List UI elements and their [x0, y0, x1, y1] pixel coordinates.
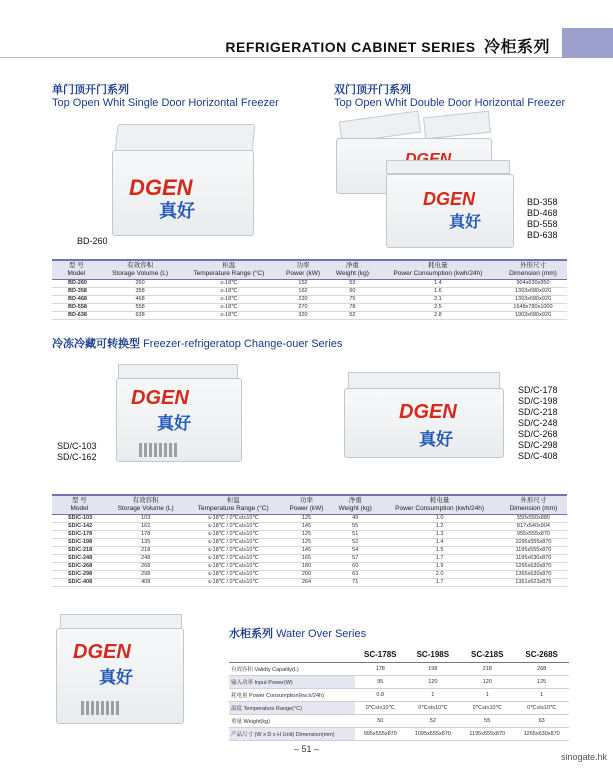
- table-row: [52, 547, 567, 555]
- table-cell: 63: [514, 714, 569, 727]
- section4-title-cn: 水柜系列: [229, 628, 273, 640]
- table-cell: 1393x680x920: [499, 288, 567, 296]
- table-cell: 264: [282, 579, 331, 587]
- table-cell: SD/C-248: [52, 555, 107, 563]
- table-cell: 52: [328, 312, 377, 320]
- table-cell: 1.5: [379, 547, 500, 555]
- vent-grille: [139, 443, 177, 457]
- table-cell: 1903x680x920: [499, 312, 567, 320]
- table-cell: ≤-18℃: [180, 304, 279, 312]
- section3-title-en: Freezer-refrigeratop Change-ouer Series: [143, 338, 343, 350]
- table-header-cell: 柜温 Temperature Range (°C): [180, 260, 279, 280]
- table-cell: 468: [101, 296, 180, 304]
- table-cell: 2.8: [377, 312, 499, 320]
- table-cell: 71: [331, 579, 379, 587]
- table-cell: ≤-18℃ / 0℃≤t≤10℃: [185, 547, 282, 555]
- table-cell: 955x555x870: [500, 531, 567, 539]
- section1-title-en: Top Open Whit Single Door Horizontal Freezer: [52, 97, 279, 109]
- row-label: 重量 Weight(kg): [229, 714, 355, 727]
- table-row: [52, 531, 567, 539]
- table-cell: 200: [282, 571, 331, 579]
- section1-title-cn: 单门顶开门系列: [52, 84, 129, 96]
- table-cell: 1.3: [379, 531, 500, 539]
- table-cell: 1.7: [379, 579, 500, 587]
- table-row: [52, 304, 567, 312]
- table-header-cell: 功率 Power (kW): [278, 260, 328, 280]
- table-header-cell: 型 号 Model: [52, 260, 101, 280]
- watermark: sinogate.hk: [560, 752, 607, 762]
- section2-title-cn: 双门顶开门系列: [334, 84, 411, 96]
- table-row: [229, 727, 569, 740]
- table-cell: 53: [328, 280, 377, 288]
- table-cell: 270: [278, 304, 328, 312]
- model-label: BD-468: [527, 208, 558, 218]
- row-label: 温度 Temperature Range(°C): [229, 701, 355, 714]
- table-cell: 1.0: [379, 515, 500, 523]
- table-row: [229, 688, 569, 701]
- table-header-cell: SC-198S: [406, 648, 461, 662]
- table-cell: 51: [331, 531, 379, 539]
- table-cell: 550x550x880: [500, 515, 567, 523]
- model-label-bd-260: BD-260: [77, 236, 108, 246]
- table-row: [52, 563, 567, 571]
- model-label: SD/C-408: [518, 451, 558, 461]
- table-cell: 1393x680x920: [499, 296, 567, 304]
- section2-title-en: Top Open Whit Double Door Horizontal Freezer: [334, 97, 566, 109]
- table-header-cell: 耗电量 Power Consumption (kwh/24h): [377, 260, 499, 280]
- table-cell: 995x555x870: [355, 727, 406, 740]
- table-cell: 57: [331, 555, 379, 563]
- table-row: [229, 662, 569, 675]
- table-cell: 2.1: [377, 296, 499, 304]
- table-cell: 1.9: [379, 563, 500, 571]
- vent-grille: [81, 701, 119, 715]
- page-title-cn: 冷柜系列: [483, 39, 550, 56]
- table-cell: 54: [331, 547, 379, 555]
- table-cell: 162: [107, 523, 185, 531]
- table-cell: 0℃≤t≤10℃: [460, 701, 514, 714]
- model-label: BD-558: [527, 219, 558, 229]
- table-cell: ≤-18℃ / 0℃≤t≤10℃: [185, 539, 282, 547]
- model-label: SD/C-162: [57, 452, 97, 462]
- table-cell: 1.4: [379, 539, 500, 547]
- spec-table-sdc: [52, 494, 567, 587]
- brand-logo-cn: 真好: [449, 214, 482, 231]
- table-header-cell: 净重 Weight (kg): [328, 260, 377, 280]
- model-label: SD/C-268: [518, 429, 558, 439]
- table-cell: 60: [328, 288, 377, 296]
- table-cell: 1361x623x875: [500, 579, 567, 587]
- table-cell: 165: [282, 555, 331, 563]
- table-cell: 0.8: [355, 688, 406, 701]
- table-cell: 125: [514, 675, 569, 688]
- table-cell: 1195x555x870: [460, 727, 514, 740]
- table-cell: 298: [107, 571, 185, 579]
- table-cell: 408: [107, 579, 185, 587]
- table-cell: 1648x780x1000: [499, 304, 567, 312]
- table-cell: ≤-18℃ / 0℃≤t≤10℃: [185, 555, 282, 563]
- table-header-cell: 耗电量 Power Consumption (kwh/24h): [379, 495, 500, 515]
- table-cell: 638: [101, 312, 180, 320]
- table-header-cell: 型 号 Model: [52, 495, 107, 515]
- row-label: 产品尺寸 (W x D x H Unit) Dimension(mm): [229, 727, 355, 740]
- model-label: SD/C-198: [518, 396, 558, 406]
- brand-logo-cn: 真好: [157, 414, 191, 433]
- table-header-cell: 外形尺寸 Dimension (mm): [500, 495, 567, 515]
- table-cell: BD-260: [52, 280, 101, 288]
- table-cell: SD/C-178: [52, 531, 107, 539]
- table-row: [52, 555, 567, 563]
- table-cell: 49: [331, 515, 379, 523]
- brand-logo: DGEN: [423, 189, 476, 209]
- brand-logo-cn: 真好: [159, 201, 195, 221]
- table-cell: SD/C-408: [52, 579, 107, 587]
- table-cell: SD/C-198: [52, 539, 107, 547]
- table-cell: 1265x630x870: [500, 563, 567, 571]
- table-cell: 220: [278, 296, 328, 304]
- table-cell: 248: [107, 555, 185, 563]
- row-label: 有效容积 Validty Capality(L): [229, 662, 355, 675]
- table-cell: 145: [282, 547, 331, 555]
- table-cell: 52: [331, 539, 379, 547]
- table-row: [52, 515, 567, 523]
- table-cell: ≤-18℃: [180, 288, 279, 296]
- row-label: 耗电量 Power Consumption(kw.h/24h): [229, 688, 355, 701]
- table-cell: 180: [282, 563, 331, 571]
- table-cell: ≤-18℃: [180, 296, 279, 304]
- table-cell: SD/C-218: [52, 547, 107, 555]
- table-cell: 125: [282, 515, 331, 523]
- table-cell: BD-468: [52, 296, 101, 304]
- table-header-cell: 外形尺寸 Dimension (mm): [499, 260, 567, 280]
- table-cell: 1.6: [377, 288, 499, 296]
- section3-left-models: [57, 441, 97, 463]
- model-label: SD/C-103: [57, 441, 97, 451]
- table-header-row: [52, 260, 567, 280]
- table-cell: 1195x555x870: [500, 547, 567, 555]
- table-cell: 125: [282, 539, 331, 547]
- table-row: [52, 288, 567, 296]
- table-cell: ≤-18℃: [180, 312, 279, 320]
- table-cell: 260: [101, 280, 180, 288]
- table-cell: 904x630x950: [499, 280, 567, 288]
- table-cell: 1.4: [377, 280, 499, 288]
- model-label: SD/C-218: [518, 407, 558, 417]
- table-cell: 218: [107, 547, 185, 555]
- table-cell: ≤-18℃ / 0℃≤t≤10℃: [185, 531, 282, 539]
- table-row: [52, 579, 567, 587]
- table-header-cell: 有效容积 Storage Volume (L): [107, 495, 185, 515]
- model-label: BD-638: [527, 230, 558, 240]
- table-cell: 198: [406, 662, 461, 675]
- table-header-cell: 净重 Weight (kg): [331, 495, 379, 515]
- brand-logo: DGEN: [131, 387, 189, 409]
- table-cell: ≤-18℃ / 0℃≤t≤10℃: [185, 515, 282, 523]
- table-cell: SD/C-103: [52, 515, 107, 523]
- table-cell: 78: [328, 304, 377, 312]
- table-cell: 0℃≤t≤10℃: [406, 701, 461, 714]
- header-accent-block: [562, 28, 613, 58]
- table-cell: 120: [406, 675, 461, 688]
- table-cell: 63: [331, 571, 379, 579]
- page-title: [225, 34, 550, 57]
- table-cell: 2.5: [377, 304, 499, 312]
- page-title-en: REFRIGERATION CABINET SERIES: [225, 39, 476, 55]
- table-header-row: [52, 495, 567, 515]
- model-label: SD/C-248: [518, 418, 558, 428]
- table-cell: BD-558: [52, 304, 101, 312]
- table-cell: SD/C-298: [52, 571, 107, 579]
- table-cell: 320: [278, 312, 328, 320]
- table-cell: 75: [328, 296, 377, 304]
- table-cell: ≤-18℃ / 0℃≤t≤10℃: [185, 579, 282, 587]
- table-cell: ≤-18℃ / 0℃≤t≤10℃: [185, 563, 282, 571]
- table-cell: 52: [406, 714, 461, 727]
- table-header-cell: SC-268S: [514, 648, 569, 662]
- table-cell: 1: [460, 688, 514, 701]
- table-cell: SD/C-268: [52, 563, 107, 571]
- model-label: BD-358: [527, 197, 558, 207]
- table-cell: 55: [460, 714, 514, 727]
- table-cell: 1365x630x870: [500, 571, 567, 579]
- table-cell: 817x540x904: [500, 523, 567, 531]
- spec-table-bd: [52, 259, 567, 320]
- brand-logo: DGEN: [129, 175, 193, 200]
- brand-logo: DGEN: [73, 641, 131, 663]
- table-cell: SD/C-142: [52, 523, 107, 531]
- section2-title: [334, 84, 565, 110]
- table-cell: 135: [107, 539, 185, 547]
- section4-title: [229, 628, 366, 641]
- table-header-cell: 功率 Power (kW): [282, 495, 331, 515]
- table-row: [52, 571, 567, 579]
- model-label: SD/C-298: [518, 440, 558, 450]
- section3-title: [52, 338, 342, 351]
- table-cell: 2.0: [379, 571, 500, 579]
- table-cell: 1265x630x870: [514, 727, 569, 740]
- table-cell: 95: [355, 675, 406, 688]
- table-row: [52, 280, 567, 288]
- table-cell: 268: [107, 563, 185, 571]
- table-cell: ≤-18℃ / 0℃≤t≤10℃: [185, 523, 282, 531]
- table-cell: 218: [460, 662, 514, 675]
- table-cell: 1: [514, 688, 569, 701]
- table-cell: 178: [355, 662, 406, 675]
- table-cell: 50: [355, 714, 406, 727]
- table-row: [229, 714, 569, 727]
- table-cell: 1195x630x870: [500, 555, 567, 563]
- model-label: SD/C-178: [518, 385, 558, 395]
- section3-title-cn: 冷冻冷藏可转换型: [52, 338, 140, 350]
- table-cell: 103: [107, 515, 185, 523]
- row-label: 输入功率 Input Power(W): [229, 675, 355, 688]
- table-header-cell: SC-218S: [460, 648, 514, 662]
- table-cell: ≤-18℃: [180, 280, 279, 288]
- table-header-cell: [229, 648, 355, 662]
- table-cell: 60: [331, 563, 379, 571]
- table-cell: 125: [282, 531, 331, 539]
- spec-table-water: [229, 648, 569, 741]
- table-cell: 178: [107, 531, 185, 539]
- page-number: – 51 –: [293, 744, 320, 754]
- table-header-cell: SC-178S: [355, 648, 406, 662]
- table-cell: BD-638: [52, 312, 101, 320]
- table-cell: 55: [331, 523, 379, 531]
- table-cell: 0℃≤t≤10℃: [514, 701, 569, 714]
- table-cell: ≤-18℃ / 0℃≤t≤10℃: [185, 571, 282, 579]
- brand-logo-cn: 真好: [419, 430, 453, 449]
- table-cell: 1095x555x870: [406, 727, 461, 740]
- brand-logo: DGEN: [399, 401, 457, 423]
- brand-logo-cn: 真好: [99, 668, 133, 687]
- table-cell: 162: [278, 288, 328, 296]
- table-cell: 1: [406, 688, 461, 701]
- table-cell: 558: [101, 304, 180, 312]
- table-cell: 1.7: [379, 555, 500, 563]
- table-cell: 120: [460, 675, 514, 688]
- table-cell: 145: [282, 523, 331, 531]
- table-cell: BD-358: [52, 288, 101, 296]
- section3-right-models: [518, 385, 558, 462]
- table-cell: 358: [101, 288, 180, 296]
- table-header-cell: 有效容积 Storage Volume (L): [101, 260, 180, 280]
- table-row: [52, 312, 567, 320]
- table-cell: 1.2: [379, 523, 500, 531]
- table-header-row: [229, 648, 569, 662]
- table-cell: 152: [278, 280, 328, 288]
- table-cell: 0℃≤t≤10℃: [355, 701, 406, 714]
- table-row: [52, 523, 567, 531]
- section1-title: [52, 84, 279, 110]
- section4-title-en: Water Over Series: [276, 628, 367, 640]
- table-cell: 1095x555x870: [500, 539, 567, 547]
- table-cell: 268: [514, 662, 569, 675]
- table-header-cell: 柜温 Temperature Range (°C): [185, 495, 282, 515]
- section2-model-list: [527, 197, 558, 241]
- table-row: [52, 296, 567, 304]
- header-bar: [0, 28, 562, 58]
- table-row: [229, 701, 569, 714]
- table-row: [229, 675, 569, 688]
- table-row: [52, 539, 567, 547]
